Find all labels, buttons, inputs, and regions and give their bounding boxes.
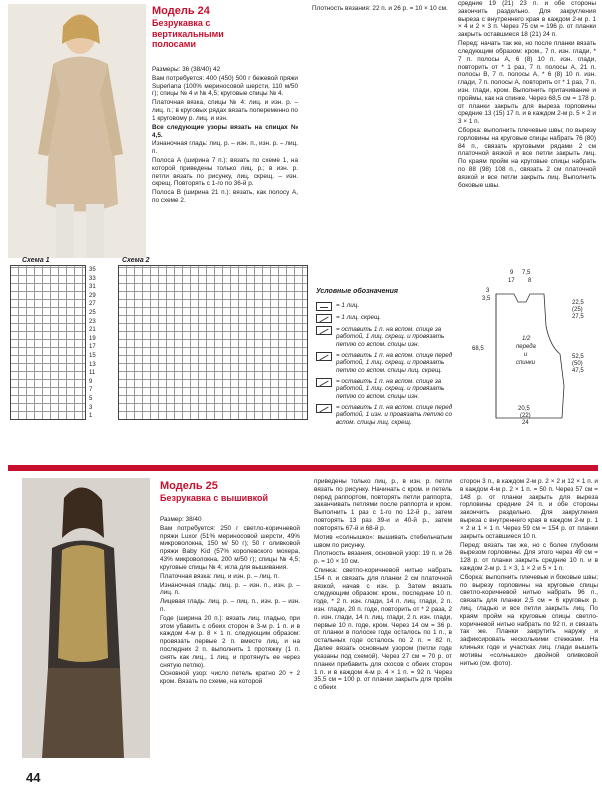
cross-symbol-icon [316, 404, 332, 413]
paragraph: Плотность вязания: 22 п. и 26 р. = 10 × 10 см. [312, 5, 448, 12]
row-number: 15 [89, 352, 96, 359]
model25-col3 [460, 478, 598, 669]
model24-col2 [312, 5, 450, 14]
scheme1-title: Схема 1 [22, 257, 50, 264]
row-number: 31 [89, 284, 96, 291]
row-number: 13 [89, 361, 96, 368]
row-numbers [89, 266, 103, 421]
paragraph: средние 19 (21) 23 п. и обе стороны закончить раздельно. Для закругления выреза с внутреннего края в каждом 2-м р. 1 × 4 и 2 × 3 п. Через 75 см = 196 р. от планки закрыть оставшиеся 18 (21) 24 п. [458, 0, 596, 39]
paragraph: Годе (ширина 20 п.): вязать лиц. гладью, при этом убавить с обеих сторон в 3-м р. 1 п. и в каждом 4-м р. 8 × 1 п. следующим образом: провязать первые 2 п. вместе лиц. и на последних 2 п. выполнить 1 протяжку (1 п. снять как лиц., 1 лиц. и протянуть ее через снятую петлю). [160, 614, 300, 669]
paragraph: Платочная вязка, спицы № 4: лиц. и изн. р. – лиц. п.; в круговых рядах вязать попеременно по 1 круговому р. лиц. и изн. [152, 99, 298, 122]
model25-col1 [160, 516, 300, 687]
legend-item: = оставить 1 п. на вспом. спице перед работой, 1 лиц. скрещ. и провязать петлю со вспом. спицы лиц. скрещ. [316, 352, 460, 375]
row-number: 21 [89, 327, 96, 334]
paragraph: Сборка: выполнить плечевые швы; по вырезу горловины на круговые спицы набрать 76 (80) 84 п., связать круговыми рядами 2 см платочной вязкой и все петли закрыть лиц. По краям пройм на круговые спицы набрать по 88 (98) 108 п., связать 2 см платочной вязкой и все петли закрыть лиц. Выполнить боковые швы. [458, 127, 596, 189]
row-number: 35 [89, 267, 96, 273]
paragraph: приведены только лиц. р., в изн. р. петли вязать по рисунку. Начинать с кром. и петель перед раппортом, повторять петли раппорта, заканчивать петлями после раппорта и кром. Выполнить 1 раз с 1-го по 12-й р., затем повторять 13 раз 39-и и 40-й р., затем повторять 67-й и 68-й р. [314, 478, 452, 532]
row-number: 23 [89, 318, 96, 325]
paragraph: Размер: 38/40 [160, 516, 202, 523]
paragraph: Полоса В (ширина 21 п.): вязать, как полосу А, по схеме 2. [152, 189, 298, 204]
legend-item: = 1 лиц. [316, 302, 460, 311]
legend-title: Условные обозначения [316, 288, 399, 295]
legend-item: = оставить 1 п. на вспом. спице за работой, 1 лиц. скрещ. и провязать петлю со вспом. спицы изн. [316, 378, 460, 401]
paragraph: Платочная вязка: лиц. и изн. р. – лиц. п. [160, 572, 280, 580]
woman-in-vest-photo [22, 478, 150, 758]
row-number: 7 [89, 387, 93, 394]
row-number: 5 [89, 395, 93, 402]
paragraph: Сборка: выполнить плечевые и боковые швы; по вырезу горловины на круговые спицы светло-коричневой нитью набрать 96 п., связать для планки 2,5 см = 6 круговых р. лиц. гладью и все петли закрыть лиц. По краям пройм на круговые спицы светло-коричневой нитью набрать по 92 п. и связать так же. Планки закрутить наружу и зафиксировать несколькими стежками. На клиньях годе и участках лиц. глади вышить мотивы «солнышко» двойной оливковой нитью (см. фото). [460, 573, 598, 667]
cross-symbol-icon [316, 378, 332, 387]
scheme2-grid [118, 265, 308, 420]
model25-title: Модель 25 [160, 480, 218, 492]
page-number: 44 [26, 770, 41, 785]
paragraph: Перед: начать так же, но после планки вязать следующим образом: кром., 7 п. изн. глади, * 7 п. полосы А, 6 (8) 10 п. изн. глади, повторить от * 1 раз, 7 п. полосы А, 21 п. полосы В, 7 п. полосы А, * 6 (8) 10 п. изн. глади, 7 п. полосы А, повторить от * 1 раз, 7 п. изн. глади, кром. Выполнить притачивание и проймы, как на спинке. Через 68,5 см = 178 р. от планки закрыть для выреза горловины средние 13 (15) 17 п. и в каждом 2-м р. 5 × 2 и 3 × 1 п. [458, 40, 596, 126]
row-number: 27 [89, 301, 96, 308]
model24-col1 [152, 66, 298, 206]
legend [316, 288, 460, 430]
row-number: 25 [89, 309, 96, 316]
row-number: 3 [89, 404, 93, 411]
scheme2-title: Схема 2 [122, 257, 150, 264]
legend-item: = оставить 1 п. на вспом. спице за работой, 1 лиц. скрещ. и провязать петлю со вспом. спицы изн. [316, 326, 460, 349]
paragraph: Все следующие узоры вязать на спицах № 4,5. [152, 123, 298, 139]
section-divider [8, 465, 598, 471]
paragraph: Мотив «солнышко»: вышивать стебельчатым швом по рисунку. [314, 533, 452, 549]
scheme1-grid [10, 265, 86, 420]
knit-symbol-icon [316, 302, 332, 311]
row-number: 17 [89, 344, 96, 351]
paragraph: Размеры: 36 (38/40) 42 [152, 66, 221, 73]
paragraph: Основной узор: число петель кратно 20 + 2 кром. Вязать по схеме, на которой [160, 670, 300, 686]
model24-photo [8, 4, 146, 258]
paragraph: Вам потребуется: 250 г светло-коричневой пряжи Luxor (51% мериносовой шерсти, 49% микроволокна, 150 м/ 50 г); 50 г оливковой пряжи Baby Kid (57% королевского мохера, 43% микроволокна, 200 м/50 г); спицы № 4,5; круговые спицы № 4; игла для вышивания. [160, 524, 300, 571]
row-number: 9 [89, 378, 93, 385]
row-number: 29 [89, 292, 96, 299]
paragraph: Полоса А (ширина 7 п.): вязать по схеме 1, на которой приведены только лиц. р.; в изн. р. петли вязать по рисунку, лиц. скрещ. – изн. скрещ. Повторять с 1-го по 36-й р. [152, 156, 298, 188]
model24-title: Модель 24 [152, 5, 210, 17]
paragraph: сторон 3 п., в каждом 2-м р. 2 × 2 и 12 × 1 п. и в каждом 4-м р. 2 × 1 п. = 50 п. Через 57 см = 148 р. от планки закрыть для выреза горловины средние 24 п. и обе стороны закончить раздельно. Для закругления выреза с внутреннего края в каждом 2-м р. 1 × 2 и 1 × 1 п. Через 59 см = 154 р. от планки закрыть оставшиеся 10 п. [460, 478, 598, 540]
row-number: 19 [89, 335, 96, 342]
legend-item: = оставить 1 п. на вспом. спице перед работой, 1 изн. и провязать петлю со вспом. спицы лиц. скрещ. [316, 404, 460, 427]
paragraph: Вам потребуется: 400 (450) 500 г бежевой пряжи Superlana (100% мериносовой шерсти, 110 м/50 г); спицы № 4 и № 4,5; круговые спицы № 4. [152, 74, 298, 98]
model25-col2 [314, 478, 452, 693]
cross-symbol-icon [316, 326, 332, 335]
paragraph: Изнаночная гладь: лиц. р. – изн. п., изн. р. – лиц. п. [160, 581, 300, 597]
twisted-knit-symbol-icon [316, 314, 332, 323]
paragraph: Плотность вязания, основной узор: 19 п. и 26 р. = 10 × 10 см. [314, 550, 452, 566]
woman-in-sweater-photo [8, 4, 146, 258]
cross-symbol-icon [316, 352, 332, 361]
pattern-schematic: 9 7,5 17 8 3 3,5 22,5 (25) 27,5 68,5 1/2 переда и спинки 52,5 (50) 47,5 20,5 (22) 24 [468, 266, 598, 426]
paragraph: Спинка: светло-коричневой нитью набрать 154 п. и связать для планки 2 см платочной вязкой, начав с изн. р. Затем вязать следующим образом: кром., последние 10 п. годе, * 2 п. изн. глади, 14 п. лиц. глади, 2 п. изн. глади, 20 п. годе, повторить от * 2 раза, 2 п. изн. глади, 14 п. лиц. глади, 2 п. изн. глади, первые 10 п. годе, кром. Через 14 см = 36 р. от планки в полоске годе осталось по 1 п., в остальных годе осталось по 2 п. = 82 п. Далее вязать основным узором (петли годе указаны под схемой). Через 27 см = 70 р. от планки прибавить для скосов с обеих сторон 1 п. и в каждом 4-м р. 4 × 1 п. = 92 п. Через 35,5 см = 100 р. от планки закрыть для пройм с обеих [314, 566, 452, 692]
row-number: 33 [89, 275, 96, 282]
model25-subtitle: Безрукавка с вышивкой [160, 493, 269, 504]
model25-photo [22, 478, 150, 758]
legend-item: = 1 лиц. скрещ. [316, 314, 460, 323]
paragraph: Перед: вязать так же, но с более глубоким вырезом горловины. Для этого через 49 см = 128 р. от планки закрыть средние 10 п. и в каждом 2-м р. 1 × 3, 1 × 2 и 5 × 1 п. [460, 541, 598, 572]
row-number: 11 [89, 370, 96, 377]
paragraph: Изнаночная гладь: лиц. р. – изн. п., изн. р. – лиц. п. [152, 140, 298, 156]
row-number: 1 [89, 413, 93, 420]
model24-subtitle: Безрукавка с вертикальными полосами [152, 18, 224, 50]
model24-col3 [458, 0, 596, 191]
paragraph: Лицевая гладь: лиц. р. – лиц. п., изн. р. – изн. п. [160, 598, 300, 613]
